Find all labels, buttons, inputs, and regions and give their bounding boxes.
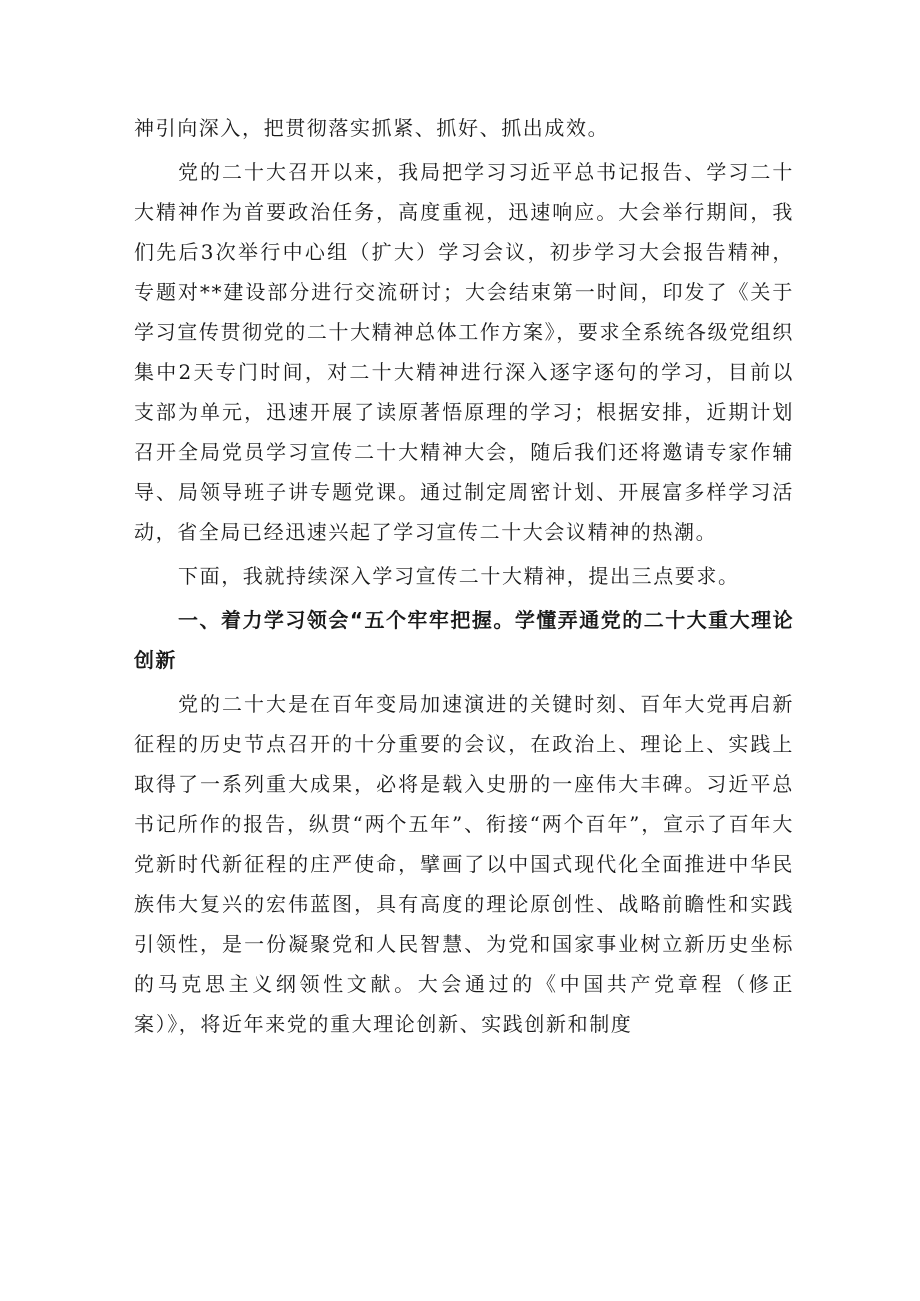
section-heading-one: 一、着力学习领会“五个牢牢把握。学懂弄通党的二十大重大理论创新	[134, 608, 794, 672]
paragraph-study-overview: 党的二十大召开以来，我局把学习习近平总书记报告、学习二十大精神作为首要政治任务，高度重视，迅速响应。大会举行期间，我们先后3次举行中心组（扩大）学习会议，初步学习大会报告精神，专题对**建设部分进行交流研讨；大会结束第一时间，印发了《关于学习宣传贯彻党的二十大精神总体工作方案》，要求全系统各级党组织集中2天专门时间，对二十大精神进行深入逐字逐句的学习，目前以支部为单元，迅速开展了读原著悟原理的学习；根据安排，近期计划召开全局党员学习宣传二十大精神大会，随后我们还将邀请专家作辅导、局领导班子讲专题党课。通过制定周密计划、开展富多样学习活动，省全局已经迅速兴起了学习宣传二十大会议精神的热潮。	[134, 160, 794, 544]
paragraph-continuation: 神引向深入，把贯彻落实抓紧、抓好、抓出成效。	[134, 116, 610, 140]
paragraph-three-requirements: 下面，我就持续深入学习宣传二十大精神，提出三点要求。	[178, 564, 740, 588]
document-body	[134, 108, 794, 1044]
paragraph-congress-significance: 党的二十大是在百年变局加速演进的关键时刻、百年大党再启新征程的历史节点召开的十分重要的会议，在政治上、理论上、实践上取得了一系列重大成果，必将是载入史册的一座伟大丰碑。习近平总书记所作的报告，纵贯“两个五年”、衔接“两个百年”，宣示了百年大党新时代新征程的庄严使命，擘画了以中国式现代化全面推进中华民族伟大复兴的宏伟蓝图，具有高度的理论原创性、战略前瞻性和实践引领性，是一份凝聚党和人民智慧、为党和国家事业树立新历史坐标的马克思主义纲领性文献。大会通过的《中国共产党章程（修正案）》，将近年来党的重大理论创新、实践创新和制度	[134, 692, 794, 1036]
